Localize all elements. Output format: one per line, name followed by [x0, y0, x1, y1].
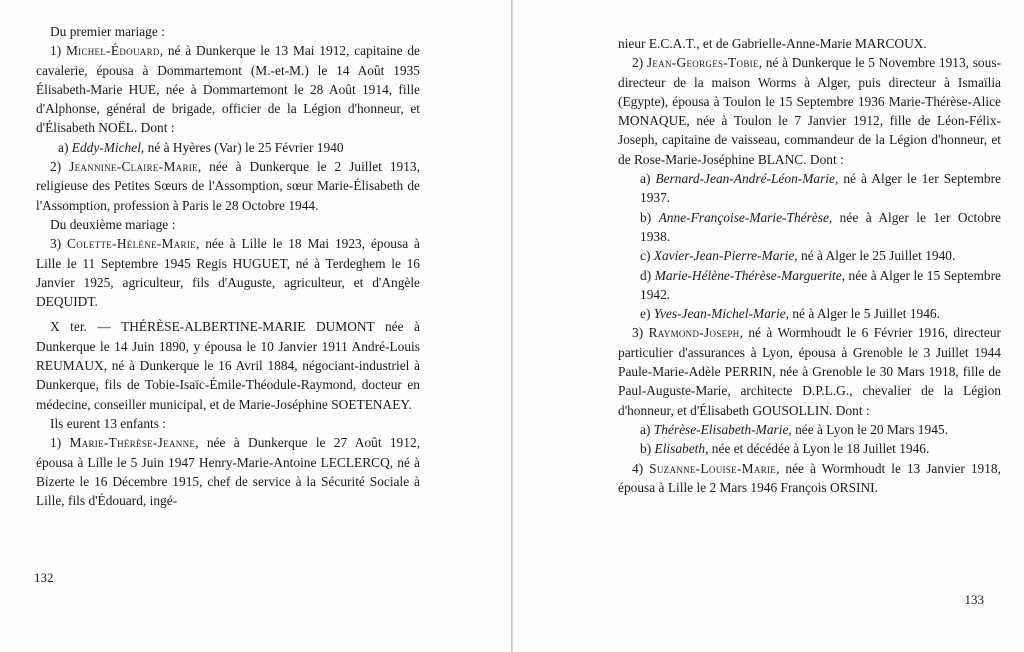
entry-raymond-joseph: 3) Raymond-Joseph, né à Wormhoudt le 6 Février 1916, directeur particulier d'assurances à Lyon, épousa à Grenoble le 3 Juillet 1944 Paule-Marie-Adèle PERRIN, née à Grenoble le 30 Mars 1918, fille de Paul-Auguste-Marie, architecte D.P.L.G., chevalier de la Légion d'honneur, et d'Élisabeth GOUSOLLIN. Dont :	[618, 325, 1001, 418]
entry-colette-helene-marie: 3) Colette-Hélène-Marie, née à Lille le 18 Mai 1923, épousa à Lille le 11 Septembre 1945 Regis HUGUET, né à Terdeghem le 16 Janvier 1925, agriculteur, fils d'Auguste, agriculteur, et d'Angèle DEQUIDT.	[36, 236, 420, 310]
entry-eddy-michel: a) Eddy-Michel, né à Hyères (Var) le 25 Février 1940	[58, 139, 344, 155]
entry-yves: e) Yves-Jean-Michel-Marie, né à Alger le 5 Juillet 1946.	[640, 306, 940, 322]
heading-first-marriage: Du premier mariage :	[50, 24, 165, 39]
right-text-column	[618, 34, 1001, 497]
entry-marie-helene: d) Marie-Hélène-Thérèse-Marguerite, née à Alger le 15 Septembre 1942.	[640, 267, 1001, 302]
heading-second-marriage: Du deuxième mariage :	[50, 216, 176, 232]
entry-xavier: c) Xavier-Jean-Pierre-Marie, né à Alger le 25 Juillet 1940.	[640, 248, 956, 264]
entry-jeannine-claire-marie: 2) Jeannine-Claire-Marie, née à Dunkerque le 2 Juillet 1913, religieuse des Petites Sœurs de l'Assomption, sœur Marie-Élisabeth de l'Assomption, profession à Paris le 28 Octobre 1944.	[36, 159, 420, 213]
thirteen-children-line: Ils eurent 13 enfants :	[50, 415, 167, 431]
entry-marie-therese-jeanne: 1) Marie-Thérèse-Jeanne, née à Dunkerque le 27 Août 1912, épousa à Lille le 5 Juin 1947 Henry-Marie-Antoine LECLERCQ, né à Bizerte le 16 Décembre 1915, chef de service à la Sécurité Sociale à Lille, fils d'Édouard, ingé-	[36, 435, 420, 509]
entry-therese-elisabeth: a) Thérèse-Elisabeth-Marie, née à Lyon le 20 Mars 1945.	[640, 421, 948, 437]
entry-jean-georges-tobie: 2) Jean-Georges-Tobie, né à Dunkerque le 5 Novembre 1913, sous-directeur de la maison Worms à Alger, puis directeur à Ismaïlia (Egypte), épousa à Toulon le 15 Septembre 1936 Marie-Thérèse-Alice MONAQUE, née à Toulon le 7 Janvier 1912, fille de Léon-Félix-Joseph, capitaine de vaisseau, commandeur de la Légion d'honneur, et de Rose-Marie-Joséphine BLANC. Dont :	[618, 55, 1001, 167]
page-number-left: 132	[34, 570, 54, 585]
entry-elisabeth: b) Elisabeth, née et décédée à Lyon le 18 Juillet 1946.	[640, 441, 930, 457]
entry-suzanne-louise-marie: 4) Suzanne-Louise-Marie, née à Wormhoudt le 13 Janvier 1918, épousa à Lille le 2 Mars 1946 François ORSINI.	[618, 460, 1001, 495]
entry-therese-albertine-marie: X ter. — THÉRÈSE-ALBERTINE-MARIE DUMONT née à Dunkerque le 14 Juin 1890, y épousa le 10 Janvier 1911 André-Louis REUMAUX, né à Dunkerque le 16 Avril 1884, négociant-industriel à Dunkerque, fils de Tobie-Isaïc-Émile-Théodule-Raymond, docteur en médecine, conseiller municipal, et de Marie-Joséphine SOETENAEY.	[36, 319, 420, 412]
continued-line: nieur E.C.A.T., et de Gabrielle-Anne-Marie MARCOUX.	[618, 36, 927, 51]
page-number-right: 133	[964, 592, 984, 607]
right-page	[513, 0, 1024, 652]
entry-anne-francoise: b) Anne-Françoise-Marie-Thérèse, née à Alger le 1er Octobre 1938.	[640, 209, 1001, 244]
left-text-column	[36, 22, 420, 510]
entry-michel-edouard: 1) Michel-Édouard, né à Dunkerque le 13 Mai 1912, capitaine de cavalerie, épousa à Dommartemont (M.-et-M.) le 14 Août 1935 Élisabeth-Marie HUE, née à Dommartemont le 28 Août 1914, fille d'Alphonse, général de brigade, officier de la Légion d'honneur, et d'Élisabeth NOËL. Dont :	[36, 43, 420, 136]
entry-bernard: a) Bernard-Jean-André-Léon-Marie, né à Alger le 1er Septembre 1937.	[640, 171, 1001, 206]
